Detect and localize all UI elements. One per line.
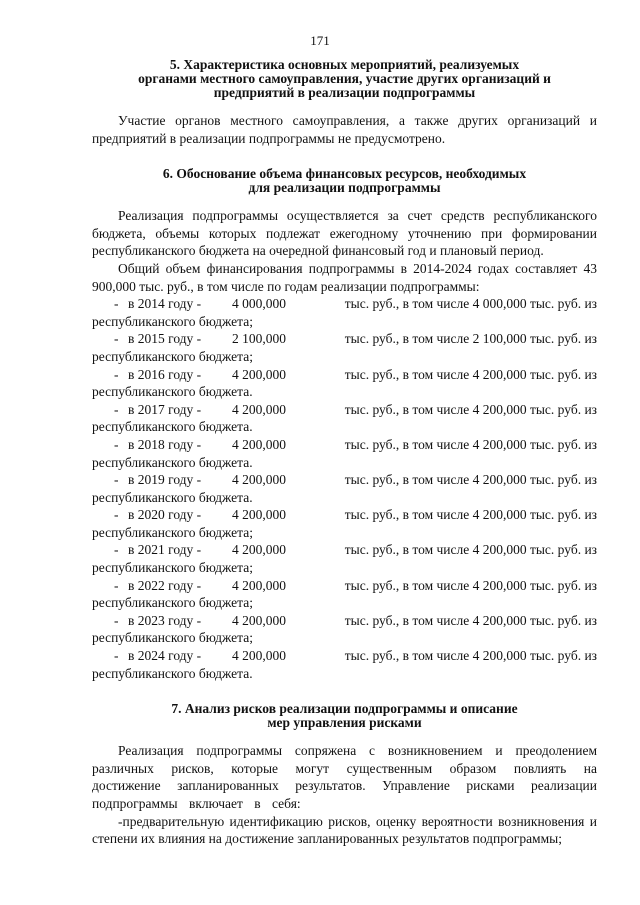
funding-details: тыс. руб., в том числе 4 000,000 тыс. руб. из: [344, 296, 597, 312]
funding-amount: 4 200,000: [232, 436, 286, 452]
funding-list-item: [92, 295, 597, 330]
funding-source: республиканского бюджета;: [92, 313, 253, 329]
heading-line: 5. Характеристика основных мероприятий, реализуемых: [169, 57, 520, 72]
funding-dash: -: [114, 507, 119, 523]
funding-year: в 2024 году -: [128, 648, 202, 664]
funding-line: [92, 577, 597, 595]
funding-dash: -: [114, 612, 119, 628]
funding-dash: -: [114, 648, 119, 664]
section-5-heading: [92, 58, 597, 100]
funding-by-year-list: [92, 295, 597, 682]
funding-list-item: [92, 366, 597, 401]
funding-list-item: [92, 541, 597, 576]
section-6-paragraph-2: Общий объем финансирования подпрограммы в 2014-2024 годах составляет 43 900,000 тыс. руб., в том числе по годам реализации подпрограммы:: [92, 260, 597, 294]
funding-year: в 2017 году -: [128, 401, 202, 417]
funding-line: [92, 471, 597, 489]
funding-list-item: [92, 506, 597, 541]
funding-source: республиканского бюджета.: [92, 454, 253, 470]
funding-line: [92, 647, 597, 665]
document-body: [92, 58, 597, 848]
heading-line: органами местного самоуправления, участие других организаций и: [138, 71, 551, 86]
funding-amount: 4 200,000: [232, 401, 286, 417]
funding-amount: 2 100,000: [232, 331, 286, 347]
funding-year: в 2022 году -: [128, 577, 202, 593]
funding-source: республиканского бюджета;: [92, 630, 253, 646]
section-7-paragraph-2: -предварительную идентификацию рисков, оценку вероятности возникновения и степени их влияния на достижение запланированных результатов подпрограммы;: [92, 813, 597, 847]
funding-line: [92, 541, 597, 559]
funding-dash: -: [114, 331, 119, 347]
funding-source: республиканского бюджета.: [92, 384, 253, 400]
funding-year: в 2023 году -: [128, 612, 202, 628]
funding-dash: -: [114, 577, 119, 593]
heading-line: 7. Анализ рисков реализации подпрограммы и описание: [171, 701, 518, 717]
heading-line: 6. Обоснование объема финансовых ресурсов, необходимых: [162, 166, 527, 182]
funding-dash: -: [114, 542, 119, 558]
funding-amount: 4 200,000: [232, 366, 286, 382]
funding-details: тыс. руб., в том числе 4 200,000 тыс. руб. из: [344, 472, 597, 488]
funding-list-item: [92, 330, 597, 365]
funding-year: в 2020 году -: [128, 507, 202, 523]
funding-list-item: [92, 577, 597, 612]
funding-details: тыс. руб., в том числе 4 200,000 тыс. руб. из: [344, 401, 597, 417]
funding-details: тыс. руб., в том числе 4 200,000 тыс. руб. из: [344, 648, 597, 664]
funding-amount: 4 200,000: [232, 648, 286, 664]
funding-source: республиканского бюджета;: [92, 348, 253, 364]
funding-dash: -: [114, 366, 119, 382]
funding-amount: 4 200,000: [232, 542, 286, 558]
heading-line: мер управления рисками: [267, 715, 422, 731]
section-7-heading: [92, 702, 597, 730]
funding-dash: -: [114, 401, 119, 417]
funding-list-item: [92, 401, 597, 436]
funding-year: в 2016 году -: [128, 366, 202, 382]
funding-source: республиканского бюджета.: [92, 489, 253, 505]
section-7-paragraph-1: Реализация подпрограммы сопряжена с возникновением и преодолением различных рисков, которые могут существенным образом повлиять на достижение запланированных результатов. Управление рисками реализации подпрограммы включает в себя:: [92, 743, 597, 811]
funding-list-item: [92, 436, 597, 471]
funding-dash: -: [114, 436, 119, 452]
funding-source: республиканского бюджета;: [92, 524, 253, 540]
funding-details: тыс. руб., в том числе 4 200,000 тыс. руб. из: [344, 366, 597, 382]
heading-line: для реализации подпрограммы: [248, 180, 441, 196]
funding-line: [92, 506, 597, 524]
funding-year: в 2018 году -: [128, 436, 202, 452]
funding-dash: -: [114, 296, 119, 312]
funding-details: тыс. руб., в том числе 4 200,000 тыс. руб. из: [344, 507, 597, 523]
funding-list-item: [92, 471, 597, 506]
funding-dash: -: [114, 472, 119, 488]
funding-amount: 4 000,000: [232, 296, 286, 312]
funding-year: в 2019 году -: [128, 472, 202, 488]
funding-line: [92, 612, 597, 630]
section-5-text: Участие органов местного самоуправления, а также других организаций и предприятий в реализации подпрограммы не предусмотрено.: [92, 113, 597, 146]
funding-source: республиканского бюджета;: [92, 595, 253, 611]
funding-amount: 4 200,000: [232, 472, 286, 488]
funding-line: [92, 330, 597, 348]
funding-line: [92, 436, 597, 454]
funding-source: республиканского бюджета.: [92, 665, 253, 681]
funding-line: [92, 366, 597, 384]
funding-year: в 2015 году -: [128, 331, 202, 347]
section-6-paragraph-1: Реализация подпрограммы осуществляется за счет средств республиканского бюджета, объемы которых подлежат ежегодному уточнению при формировании республиканского бюджета на очередной финансовый год и плановый период.: [92, 208, 597, 259]
funding-details: тыс. руб., в том числе 4 200,000 тыс. руб. из: [344, 542, 597, 558]
funding-line: [92, 401, 597, 419]
funding-list-item: [92, 612, 597, 647]
funding-details: тыс. руб., в том числе 2 100,000 тыс. руб. из: [344, 331, 597, 347]
section-6-heading: [92, 167, 597, 195]
funding-amount: 4 200,000: [232, 612, 286, 628]
funding-details: тыс. руб., в том числе 4 200,000 тыс. руб. из: [344, 612, 597, 628]
funding-year: в 2021 году -: [128, 542, 202, 558]
funding-details: тыс. руб., в том числе 4 200,000 тыс. руб. из: [344, 436, 597, 452]
funding-source: республиканского бюджета;: [92, 560, 253, 576]
funding-details: тыс. руб., в том числе 4 200,000 тыс. руб. из: [344, 577, 597, 593]
funding-source: республиканского бюджета.: [92, 419, 253, 435]
funding-list-item: [92, 647, 597, 682]
heading-line: предприятий в реализации подпрограммы: [213, 85, 476, 100]
page-number: 171: [310, 33, 330, 48]
funding-year: в 2014 году -: [128, 296, 202, 312]
funding-amount: 4 200,000: [232, 507, 286, 523]
funding-line: [92, 295, 597, 313]
funding-amount: 4 200,000: [232, 577, 286, 593]
